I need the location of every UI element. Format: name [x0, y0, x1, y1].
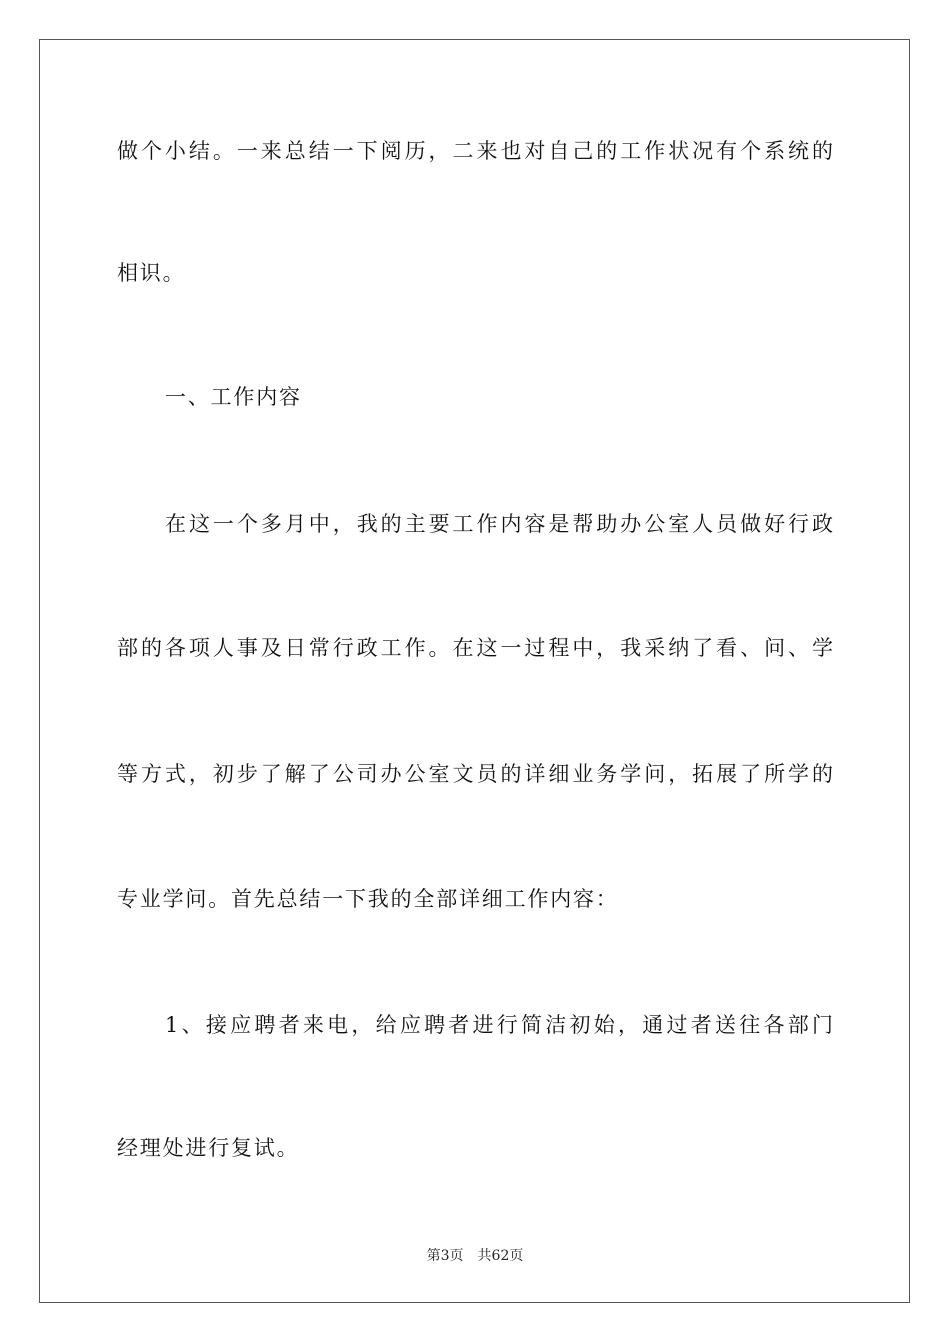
paragraph-line: 部的各项人事及日常行政工作。在这一过程中，我采纳了看、问、学	[117, 636, 833, 660]
list-item-line: 经理处进行复试。	[117, 1136, 300, 1160]
page-footer	[0, 1247, 950, 1265]
section-heading: 一、工作内容	[165, 385, 302, 409]
paragraph-line: 等方式，初步了解了公司办公室文员的详细业务学问，拓展了所学的	[117, 762, 833, 786]
paragraph-line: 专业学问。首先总结一下我的全部详细工作内容：	[117, 887, 619, 911]
paragraph-line: 在这一个多月中，我的主要工作内容是帮助办公室人员做好行政	[165, 512, 833, 536]
total-page-count: 共62页	[477, 1248, 524, 1264]
list-item-line: 1、接应聘者来电，给应聘者进行简洁初始，通过者送往各部门	[165, 1013, 833, 1037]
page-border	[39, 39, 910, 1303]
paragraph-line: 做个小结。一来总结一下阅历，二来也对自己的工作状况有个系统的	[117, 139, 833, 163]
current-page-number: 第3页	[426, 1248, 464, 1264]
paragraph-line: 相识。	[117, 261, 186, 285]
